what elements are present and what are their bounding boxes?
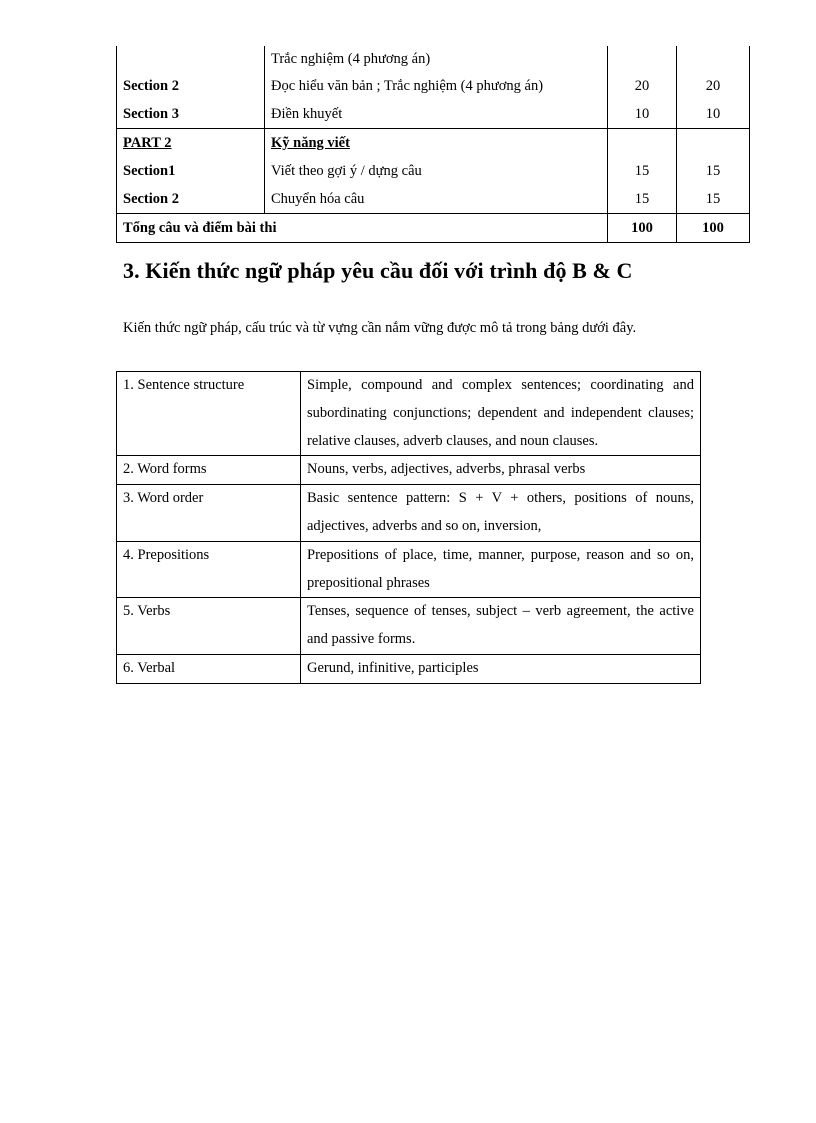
questions-cell bbox=[608, 129, 677, 158]
table-row bbox=[117, 185, 750, 214]
content-cell: Trắc nghiệm (4 phương án) bbox=[265, 46, 608, 72]
topic-cell: 5. Verbs bbox=[117, 598, 301, 655]
points-cell: 15 bbox=[677, 157, 750, 185]
content-cell: Đọc hiểu văn bản ; Trắc nghiệm (4 phương án) bbox=[265, 72, 608, 100]
details-cell: Simple, compound and complex sentences; coordinating and subordinating conjunctions; dependent and independent clauses; relative clauses, adverb clauses, and noun clauses. bbox=[301, 372, 701, 456]
points-cell bbox=[677, 129, 750, 158]
grammar-table bbox=[116, 371, 701, 684]
table-row bbox=[117, 598, 701, 655]
topic-cell: 1. Sentence structure bbox=[117, 372, 301, 456]
section-heading: 3. Kiến thức ngữ pháp yêu cầu đối với trình độ B & C bbox=[123, 258, 633, 283]
table-row bbox=[117, 541, 701, 598]
content-cell bbox=[265, 129, 608, 158]
table-row bbox=[117, 372, 701, 456]
intro-paragraph: Kiến thức ngữ pháp, cấu trúc và từ vựng cần nắm vững được mô tả trong bảng dưới đây. bbox=[123, 320, 637, 336]
total-label: Tổng câu và điểm bài thi bbox=[117, 214, 608, 243]
section-cell: Section 2 bbox=[117, 72, 265, 100]
table-row bbox=[117, 485, 701, 542]
table-row bbox=[117, 456, 701, 485]
table-row bbox=[117, 157, 750, 185]
details-cell: Gerund, infinitive, participles bbox=[301, 654, 701, 683]
topic-cell: 2. Word forms bbox=[117, 456, 301, 485]
table-row bbox=[117, 654, 701, 683]
total-points: 100 bbox=[677, 214, 750, 243]
details-cell: Prepositions of place, time, manner, purpose, reason and so on, prepositional phrases bbox=[301, 541, 701, 598]
points-cell: 20 bbox=[677, 72, 750, 100]
questions-cell bbox=[608, 46, 677, 72]
total-questions: 100 bbox=[608, 214, 677, 243]
details-cell: Basic sentence pattern: S + V + others, positions of nouns, adjectives, adverbs and so on, inversion, bbox=[301, 485, 701, 542]
points-cell: 10 bbox=[677, 100, 750, 129]
score-table bbox=[116, 46, 750, 243]
content-cell: Chuyển hóa câu bbox=[265, 185, 608, 214]
details-cell: Tenses, sequence of tenses, subject – verb agreement, the active and passive forms. bbox=[301, 598, 701, 655]
topic-cell: 4. Prepositions bbox=[117, 541, 301, 598]
questions-cell: 15 bbox=[608, 185, 677, 214]
questions-cell: 15 bbox=[608, 157, 677, 185]
section-cell: Section 3 bbox=[117, 100, 265, 129]
points-cell bbox=[677, 46, 750, 72]
section-cell: Section1 bbox=[117, 157, 265, 185]
table-row bbox=[117, 100, 750, 129]
content-cell: Điền khuyết bbox=[265, 100, 608, 129]
part-title: Kỹ năng viết bbox=[271, 135, 350, 151]
points-cell: 15 bbox=[677, 185, 750, 214]
details-cell: Nouns, verbs, adjectives, adverbs, phrasal verbs bbox=[301, 456, 701, 485]
content-cell: Viết theo gợi ý / dựng câu bbox=[265, 157, 608, 185]
topic-cell: 6. Verbal bbox=[117, 654, 301, 683]
table-row bbox=[117, 129, 750, 158]
section-cell: Section 2 bbox=[117, 185, 265, 214]
table-row bbox=[117, 46, 750, 72]
topic-cell: 3. Word order bbox=[117, 485, 301, 542]
questions-cell: 10 bbox=[608, 100, 677, 129]
part-label: PART 2 bbox=[123, 135, 172, 151]
total-row bbox=[117, 214, 750, 243]
section-cell bbox=[117, 46, 265, 72]
questions-cell: 20 bbox=[608, 72, 677, 100]
part-cell bbox=[117, 129, 265, 158]
table-row bbox=[117, 72, 750, 100]
